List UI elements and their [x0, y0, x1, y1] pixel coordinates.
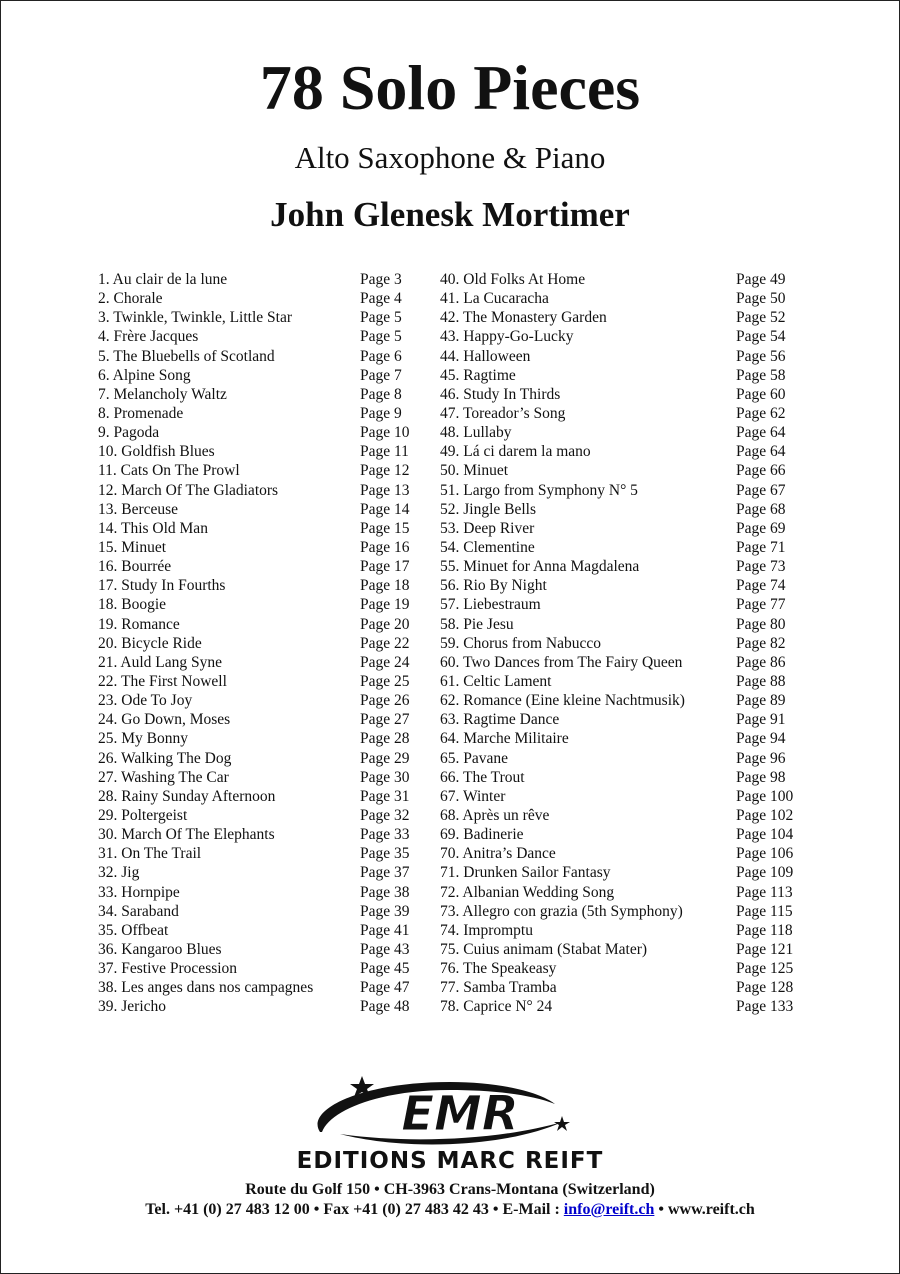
piece-title: 50. Minuet — [440, 462, 509, 480]
contents-entry — [98, 997, 418, 1016]
page-number: Page 4 — [360, 290, 402, 308]
piece-title: 4. Frère Jacques — [98, 328, 199, 346]
piece-title: 74. Impromptu — [440, 921, 533, 939]
piece-title: 67. Winter — [440, 787, 506, 805]
contents-entry — [98, 634, 418, 653]
piece-title: 36. Kangaroo Blues — [98, 940, 222, 958]
piece-title: 65. Pavane — [440, 749, 509, 767]
piece-title: 32. Jig — [98, 864, 140, 882]
page-number: Page 62 — [736, 404, 786, 422]
piece-title: 71. Drunken Sailor Fantasy — [440, 864, 611, 882]
contents-entry — [440, 787, 802, 806]
piece-title: 5. The Bluebells of Scotland — [98, 347, 275, 365]
contents-entry — [98, 270, 418, 289]
page-number: Page 58 — [736, 366, 786, 384]
piece-title: 25. My Bonny — [98, 730, 188, 748]
contents-entry — [440, 844, 802, 863]
page-number: Page 17 — [360, 558, 410, 576]
page-number: Page 14 — [360, 500, 410, 518]
piece-title: 18. Boogie — [98, 596, 167, 614]
page-number: Page 48 — [360, 998, 410, 1016]
piece-title: 47. Toreador’s Song — [440, 404, 566, 422]
page-number: Page 68 — [736, 500, 786, 518]
piece-title: 49. Lá ci darem la mano — [440, 443, 591, 461]
page-number: Page 98 — [736, 768, 786, 786]
page-number: Page 74 — [736, 577, 786, 595]
piece-title: 39. Jericho — [98, 998, 167, 1016]
contents-entry — [98, 461, 418, 480]
contents-entry — [98, 595, 418, 614]
piece-title: 13. Berceuse — [98, 500, 179, 518]
piece-title: 33. Hornpipe — [98, 883, 180, 901]
page-number: Page 24 — [360, 653, 410, 671]
page-number: Page 67 — [736, 481, 786, 499]
piece-title: 31. On The Trail — [98, 845, 202, 863]
piece-title: 51. Largo from Symphony N° 5 — [440, 481, 638, 499]
piece-title: 72. Albanian Wedding Song — [440, 883, 615, 901]
contents-entry — [98, 289, 418, 308]
contents-entry — [440, 308, 802, 327]
piece-title: 57. Liebestraum — [440, 596, 541, 614]
page-number: Page 104 — [736, 826, 794, 844]
contents-entry — [440, 595, 802, 614]
piece-title: 11. Cats On The Prowl — [98, 462, 240, 480]
contents-entry — [440, 749, 802, 768]
publisher-name: EDITIONS MARC REIFT — [296, 1148, 604, 1174]
contents-entry — [98, 347, 418, 366]
piece-title: 9. Pagoda — [98, 424, 160, 442]
page-number: Page 54 — [736, 328, 786, 346]
contents-entry — [98, 921, 418, 940]
piece-title: 7. Melancholy Waltz — [98, 385, 227, 403]
star-icon — [554, 1116, 570, 1131]
contents-entry — [98, 500, 418, 519]
page-number: Page 18 — [360, 577, 410, 595]
page-number: Page 109 — [736, 864, 794, 882]
contents-entry — [440, 902, 802, 921]
contents-left-column — [98, 270, 418, 1016]
piece-title: 53. Deep River — [440, 519, 535, 537]
page-number: Page 106 — [736, 845, 794, 863]
page-number: Page 121 — [736, 940, 794, 958]
contents-entry — [440, 500, 802, 519]
contents-entry — [440, 863, 802, 882]
piece-title: 12. March Of The Gladiators — [98, 481, 279, 499]
page-number: Page 32 — [360, 806, 410, 824]
page-number: Page 73 — [736, 558, 786, 576]
contents-entry — [440, 615, 802, 634]
contents-entry — [440, 442, 802, 461]
piece-title: 27. Washing The Car — [98, 768, 229, 786]
contents-entry — [98, 710, 418, 729]
page-number: Page 30 — [360, 768, 410, 786]
piece-title: 38. Les anges dans nos campagnes — [98, 979, 314, 997]
contents-entry — [98, 863, 418, 882]
page-number: Page 71 — [736, 538, 786, 556]
contents-entry — [440, 710, 802, 729]
contents-entry — [440, 519, 802, 538]
piece-title: 55. Minuet for Anna Magdalena — [440, 558, 640, 576]
contents-entry — [98, 538, 418, 557]
contents-entry — [98, 940, 418, 959]
page-number: Page 86 — [736, 653, 786, 671]
page-number: Page 35 — [360, 845, 410, 863]
page-number: Page 33 — [360, 826, 410, 844]
piece-title: 28. Rainy Sunday Afternoon — [98, 787, 276, 805]
page-number: Page 38 — [360, 883, 410, 901]
page-number: Page 102 — [736, 806, 794, 824]
page-number: Page 5 — [360, 309, 402, 327]
page-number: Page 31 — [360, 787, 410, 805]
contents-entry — [98, 787, 418, 806]
piece-title: 2. Chorale — [98, 290, 163, 308]
contents-entry — [98, 557, 418, 576]
piece-title: 59. Chorus from Nabucco — [440, 634, 601, 652]
page-number: Page 9 — [360, 404, 402, 422]
piece-title: 52. Jingle Bells — [440, 500, 537, 518]
page-number: Page 47 — [360, 979, 410, 997]
piece-title: 64. Marche Militaire — [440, 730, 569, 748]
page-number: Page 7 — [360, 366, 402, 384]
contents-entry — [98, 749, 418, 768]
contents-entry — [440, 806, 802, 825]
page-number: Page 39 — [360, 902, 410, 920]
contents-entry — [98, 576, 418, 595]
contents-entry — [440, 557, 802, 576]
page-number: Page 27 — [360, 711, 410, 729]
page-number: Page 5 — [360, 328, 402, 346]
piece-title: 37. Festive Procession — [98, 960, 238, 978]
piece-title: 43. Happy-Go-Lucky — [440, 328, 574, 346]
contents-entry — [440, 481, 802, 500]
page-number: Page 88 — [736, 672, 786, 690]
page-number: Page 100 — [736, 787, 794, 805]
page-number: Page 45 — [360, 960, 410, 978]
emr-logo — [300, 1070, 600, 1150]
piece-title: 30. March Of The Elephants — [98, 826, 275, 844]
logo-text: EMR — [401, 1086, 519, 1142]
page-number: Page 94 — [736, 730, 786, 748]
contents-entry — [98, 481, 418, 500]
piece-title: 26. Walking The Dog — [98, 749, 232, 767]
contents-entry — [440, 653, 802, 672]
piece-title: 21. Auld Lang Syne — [98, 653, 222, 671]
contents-entry — [440, 385, 802, 404]
contents-entry — [98, 308, 418, 327]
page-number: Page 133 — [736, 998, 794, 1016]
publisher-contact — [0, 1200, 900, 1220]
piece-title: 61. Celtic Lament — [440, 672, 552, 690]
contents-entry — [98, 729, 418, 748]
contents-right-column — [440, 270, 802, 1016]
page-number: Page 52 — [736, 309, 786, 327]
piece-title: 35. Offbeat — [98, 921, 169, 939]
piece-title: 68. Après un rêve — [440, 806, 550, 824]
page-number: Page 37 — [360, 864, 410, 882]
piece-title: 23. Ode To Joy — [98, 692, 193, 710]
website-text: • www.reift.ch — [658, 1201, 755, 1218]
page-number: Page 77 — [736, 596, 786, 614]
page-number: Page 125 — [736, 960, 794, 978]
page-number: Page 66 — [736, 462, 786, 480]
contents-entry — [98, 423, 418, 442]
piece-title: 40. Old Folks At Home — [440, 271, 586, 288]
contents-entry — [98, 768, 418, 787]
instrumentation: Alto Saxophone & Piano — [294, 140, 606, 175]
piece-title: 1. Au clair de la lune — [98, 271, 228, 288]
contents-entry — [98, 978, 418, 997]
page-number: Page 96 — [736, 749, 786, 767]
page-number: Page 49 — [736, 271, 786, 288]
piece-title: 45. Ragtime — [440, 366, 516, 384]
composer-name: John Glenesk Mortimer — [270, 195, 630, 234]
page-number: Page 64 — [736, 443, 786, 461]
piece-title: 46. Study In Thirds — [440, 385, 561, 403]
piece-title: 17. Study In Fourths — [98, 577, 226, 595]
contents-entry — [98, 442, 418, 461]
contents-entry — [440, 921, 802, 940]
contents-entry — [440, 404, 802, 423]
page-number: Page 28 — [360, 730, 410, 748]
contents-entry — [98, 366, 418, 385]
contents-entry — [440, 289, 802, 308]
page-number: Page 56 — [736, 347, 786, 365]
piece-title: 77. Samba Tramba — [440, 979, 557, 997]
contents-entry — [440, 768, 802, 787]
contents-entry — [440, 940, 802, 959]
page-number: Page 69 — [736, 519, 786, 537]
page-number: Page 22 — [360, 634, 410, 652]
piece-title: 16. Bourrée — [98, 558, 172, 576]
page-number: Page 128 — [736, 979, 794, 997]
contents-entry — [98, 691, 418, 710]
piece-title: 42. The Monastery Garden — [440, 309, 607, 327]
piece-title: 6. Alpine Song — [98, 366, 191, 384]
contents-entry — [440, 461, 802, 480]
page-number: Page 25 — [360, 672, 410, 690]
contents-entry — [440, 576, 802, 595]
contents-entry — [98, 902, 418, 921]
piece-title: 20. Bicycle Ride — [98, 634, 202, 652]
contents-entry — [440, 978, 802, 997]
piece-title: 63. Ragtime Dance — [440, 711, 560, 729]
page-number: Page 89 — [736, 692, 786, 710]
piece-title: 56. Rio By Night — [440, 577, 547, 595]
piece-title: 22. The First Nowell — [98, 672, 227, 690]
page-title: 78 Solo Pieces — [259, 52, 641, 123]
contents-entry — [98, 327, 418, 346]
page-number: Page 82 — [736, 634, 786, 652]
piece-title: 48. Lullaby — [440, 424, 512, 442]
piece-title: 10. Goldfish Blues — [98, 443, 215, 461]
contents-entry — [440, 825, 802, 844]
piece-title: 75. Cuius animam (Stabat Mater) — [440, 940, 648, 958]
piece-title: 54. Clementine — [440, 538, 535, 556]
piece-title: 58. Pie Jesu — [440, 615, 514, 633]
contents-entry — [440, 366, 802, 385]
email-link[interactable]: info@reift.ch — [563, 1201, 655, 1218]
piece-title: 19. Romance — [98, 615, 180, 633]
piece-title: 15. Minuet — [98, 538, 167, 556]
contents-entry — [440, 423, 802, 442]
page-number: Page 16 — [360, 538, 410, 556]
page-number: Page 115 — [736, 902, 793, 920]
page-number: Page 50 — [736, 290, 786, 308]
contents-entry — [440, 672, 802, 691]
contents-entry — [440, 959, 802, 978]
contents-entry — [440, 729, 802, 748]
contents-entry — [98, 806, 418, 825]
contents-entry — [98, 672, 418, 691]
piece-title: 69. Badinerie — [440, 826, 524, 844]
page-number: Page 11 — [360, 443, 409, 461]
contents-entry — [98, 844, 418, 863]
piece-title: 34. Saraband — [98, 902, 179, 920]
piece-title: 8. Promenade — [98, 404, 184, 422]
page-number: Page 118 — [736, 921, 793, 939]
publisher-address: Route du Golf 150 • CH-3963 Crans-Montana (Switzerland) — [245, 1181, 655, 1198]
page-number: Page 19 — [360, 596, 410, 614]
piece-title: 44. Halloween — [440, 347, 531, 365]
contact-phone-fax: Tel. +41 (0) 27 483 12 00 • Fax +41 (0) 27 483 42 43 • E-Mail : — [145, 1201, 560, 1218]
contents-entry — [98, 385, 418, 404]
contents-entry — [440, 883, 802, 902]
piece-title: 41. La Cucaracha — [440, 290, 549, 308]
page-number: Page 3 — [360, 271, 402, 288]
page-number: Page 43 — [360, 940, 410, 958]
page-number: Page 15 — [360, 519, 410, 537]
piece-title: 60. Two Dances from The Fairy Queen — [440, 653, 683, 671]
contents-entry — [98, 519, 418, 538]
piece-title: 78. Caprice N° 24 — [440, 998, 553, 1016]
page-number: Page 113 — [736, 883, 793, 901]
contents-entry — [440, 538, 802, 557]
piece-title: 66. The Trout — [440, 768, 525, 786]
contents-entry — [98, 653, 418, 672]
contents-entry — [98, 883, 418, 902]
page-number: Page 80 — [736, 615, 786, 633]
page-number: Page 64 — [736, 424, 786, 442]
page-number: Page 60 — [736, 385, 786, 403]
contents-entry — [440, 997, 802, 1016]
piece-title: 62. Romance (Eine kleine Nachtmusik) — [440, 692, 685, 710]
piece-title: 73. Allegro con grazia (5th Symphony) — [440, 902, 683, 920]
page-number: Page 29 — [360, 749, 410, 767]
piece-title: 70. Anitra’s Dance — [440, 845, 556, 863]
contents-entry — [98, 959, 418, 978]
piece-title: 3. Twinkle, Twinkle, Little Star — [98, 309, 292, 327]
contents-entry — [98, 615, 418, 634]
contents-entry — [98, 404, 418, 423]
page-number: Page 12 — [360, 462, 410, 480]
page-number: Page 26 — [360, 692, 410, 710]
contents-entry — [440, 347, 802, 366]
piece-title: 24. Go Down, Moses — [98, 711, 231, 729]
page-number: Page 91 — [736, 711, 786, 729]
page-number: Page 41 — [360, 921, 410, 939]
piece-title: 76. The Speakeasy — [440, 960, 557, 978]
page-number: Page 20 — [360, 615, 410, 633]
contents-entry — [440, 691, 802, 710]
contents-entry — [440, 270, 802, 289]
contents-entry — [440, 327, 802, 346]
page-number: Page 6 — [360, 347, 402, 365]
piece-title: 29. Poltergeist — [98, 806, 188, 824]
contents-entry — [440, 634, 802, 653]
page-number: Page 8 — [360, 385, 402, 403]
contents-entry — [98, 825, 418, 844]
page-number: Page 10 — [360, 424, 410, 442]
page-number: Page 13 — [360, 481, 410, 499]
piece-title: 14. This Old Man — [98, 519, 208, 537]
